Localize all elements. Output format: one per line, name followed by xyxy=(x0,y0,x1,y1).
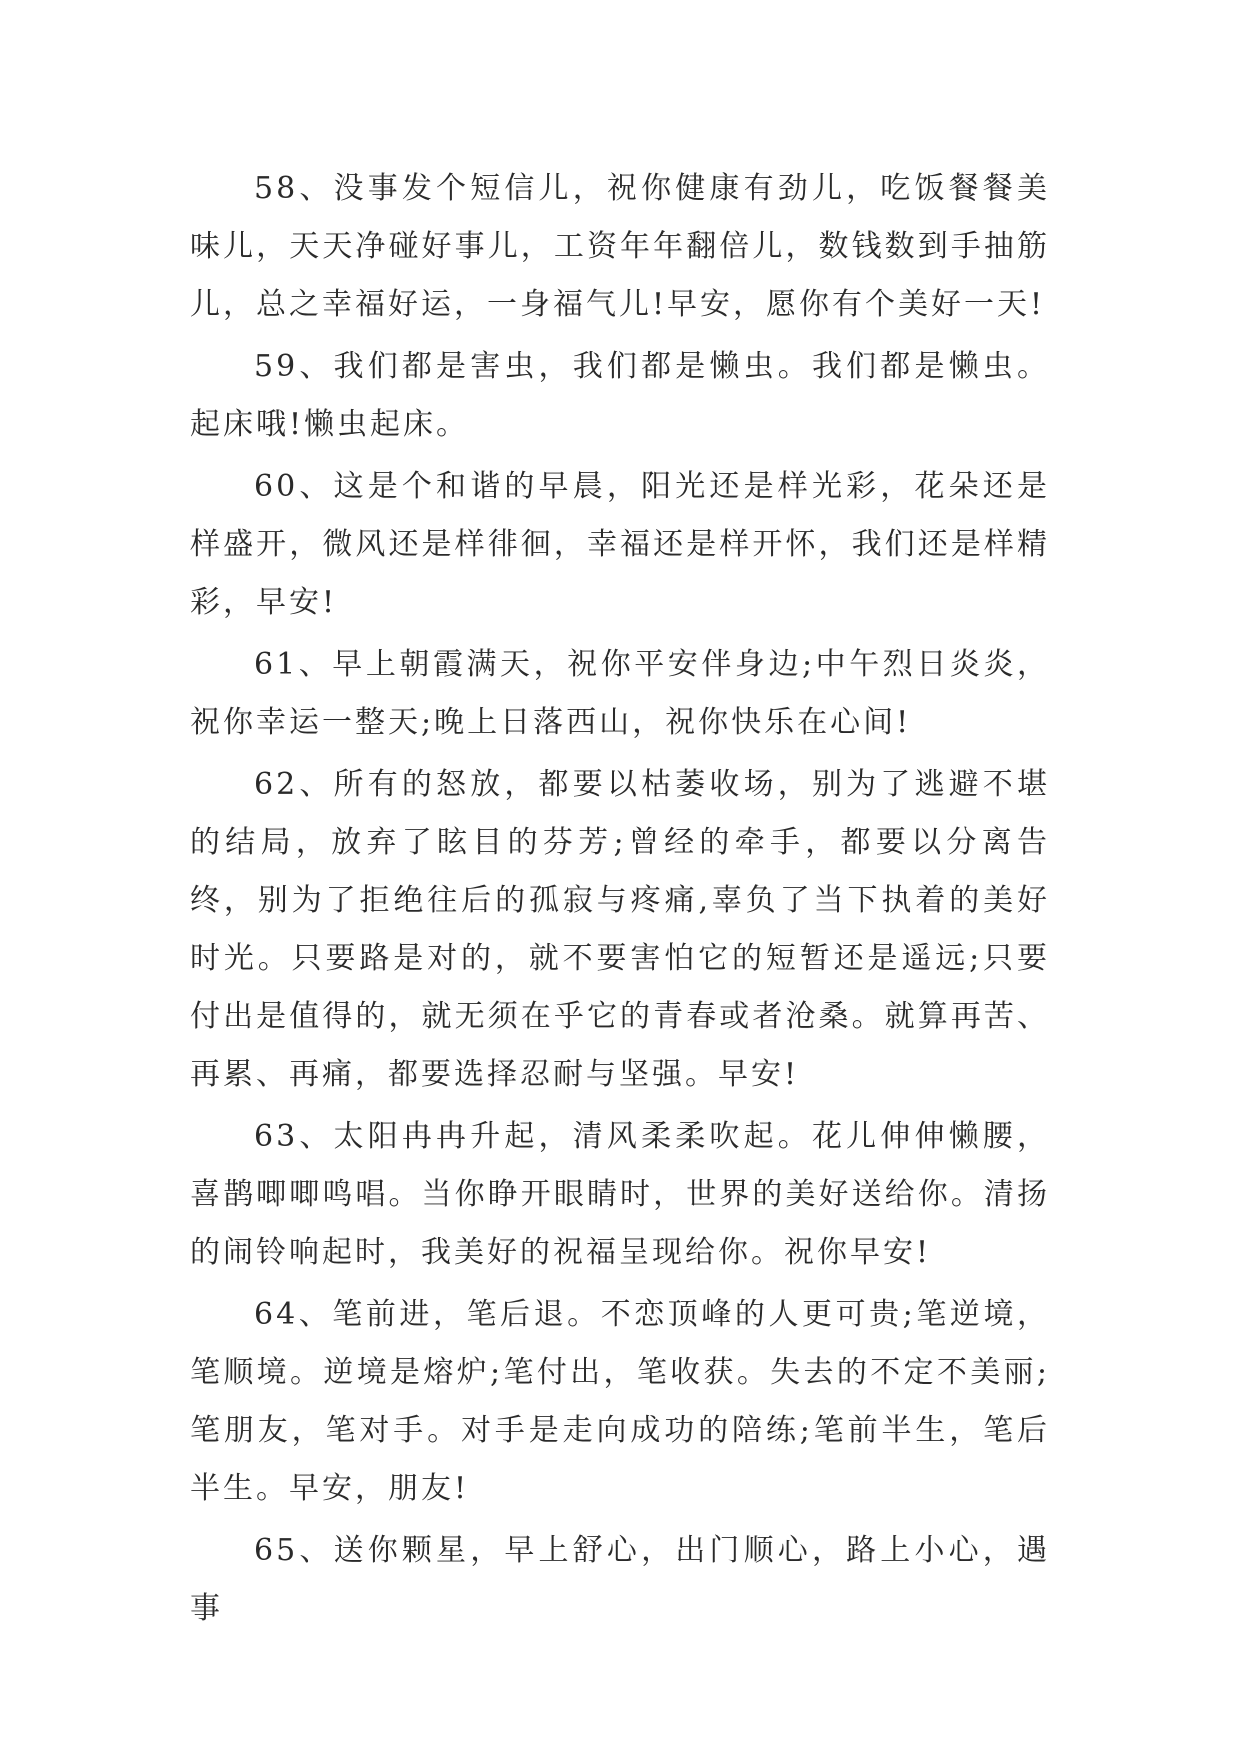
paragraph-64: 64、笔前进，笔后退。不恋顶峰的人更可贵;笔逆境，笔顺境。逆境是熔炉;笔付出，笔收获。失去的不定不美丽;笔朋友，笔对手。对手是走向成功的陪练;笔前半生，笔后半生。早安，朋友! xyxy=(190,1297,1050,1506)
paragraph-61: 61、早上朝霞满天，祝你平安伴身边;中午烈日炎炎，祝你幸运一整天;晚上日落西山，祝你快乐在心间! xyxy=(190,647,1050,740)
paragraph-63: 63、太阳冉冉升起，清风柔柔吹起。花儿伸伸懒腰，喜鹊唧唧鸣唱。当你睁开眼睛时，世界的美好送给你。清扬的闹铃响起时，我美好的祝福呈现给你。祝你早安! xyxy=(190,1119,1050,1270)
paragraph-60: 60、这是个和谐的早晨，阳光还是样光彩，花朵还是样盛开，微风还是样徘徊，幸福还是样开怀，我们还是样精彩，早安! xyxy=(190,469,1050,620)
paragraph-58: 58、没事发个短信儿，祝你健康有劲儿，吃饭餐餐美味儿，天天净碰好事儿，工资年年翻倍儿，数钱数到手抽筋儿，总之幸福好运，一身福气儿!早安，愿你有个美好一天! xyxy=(190,171,1050,322)
paragraph-65: 65、送你颗星，早上舒心，出门顺心，路上小心，遇事 xyxy=(190,1533,1050,1626)
paragraph-59: 59、我们都是害虫，我们都是懒虫。我们都是懒虫。起床哦!懒虫起床。 xyxy=(190,349,1050,442)
paragraph-62: 62、所有的怒放，都要以枯萎收场，别为了逃避不堪的结局，放弃了眩目的芬芳;曾经的牵手，都要以分离告终，别为了拒绝往后的孤寂与疼痛,辜负了当下执着的美好时光。只要路是对的，就不要害怕它的短暂还是遥远;只要付出是值得的，就无须在乎它的青春或者沧桑。就算再苦、再累、再痛，都要选择忍耐与坚强。早安! xyxy=(190,767,1050,1092)
document-body xyxy=(190,160,1050,1642)
